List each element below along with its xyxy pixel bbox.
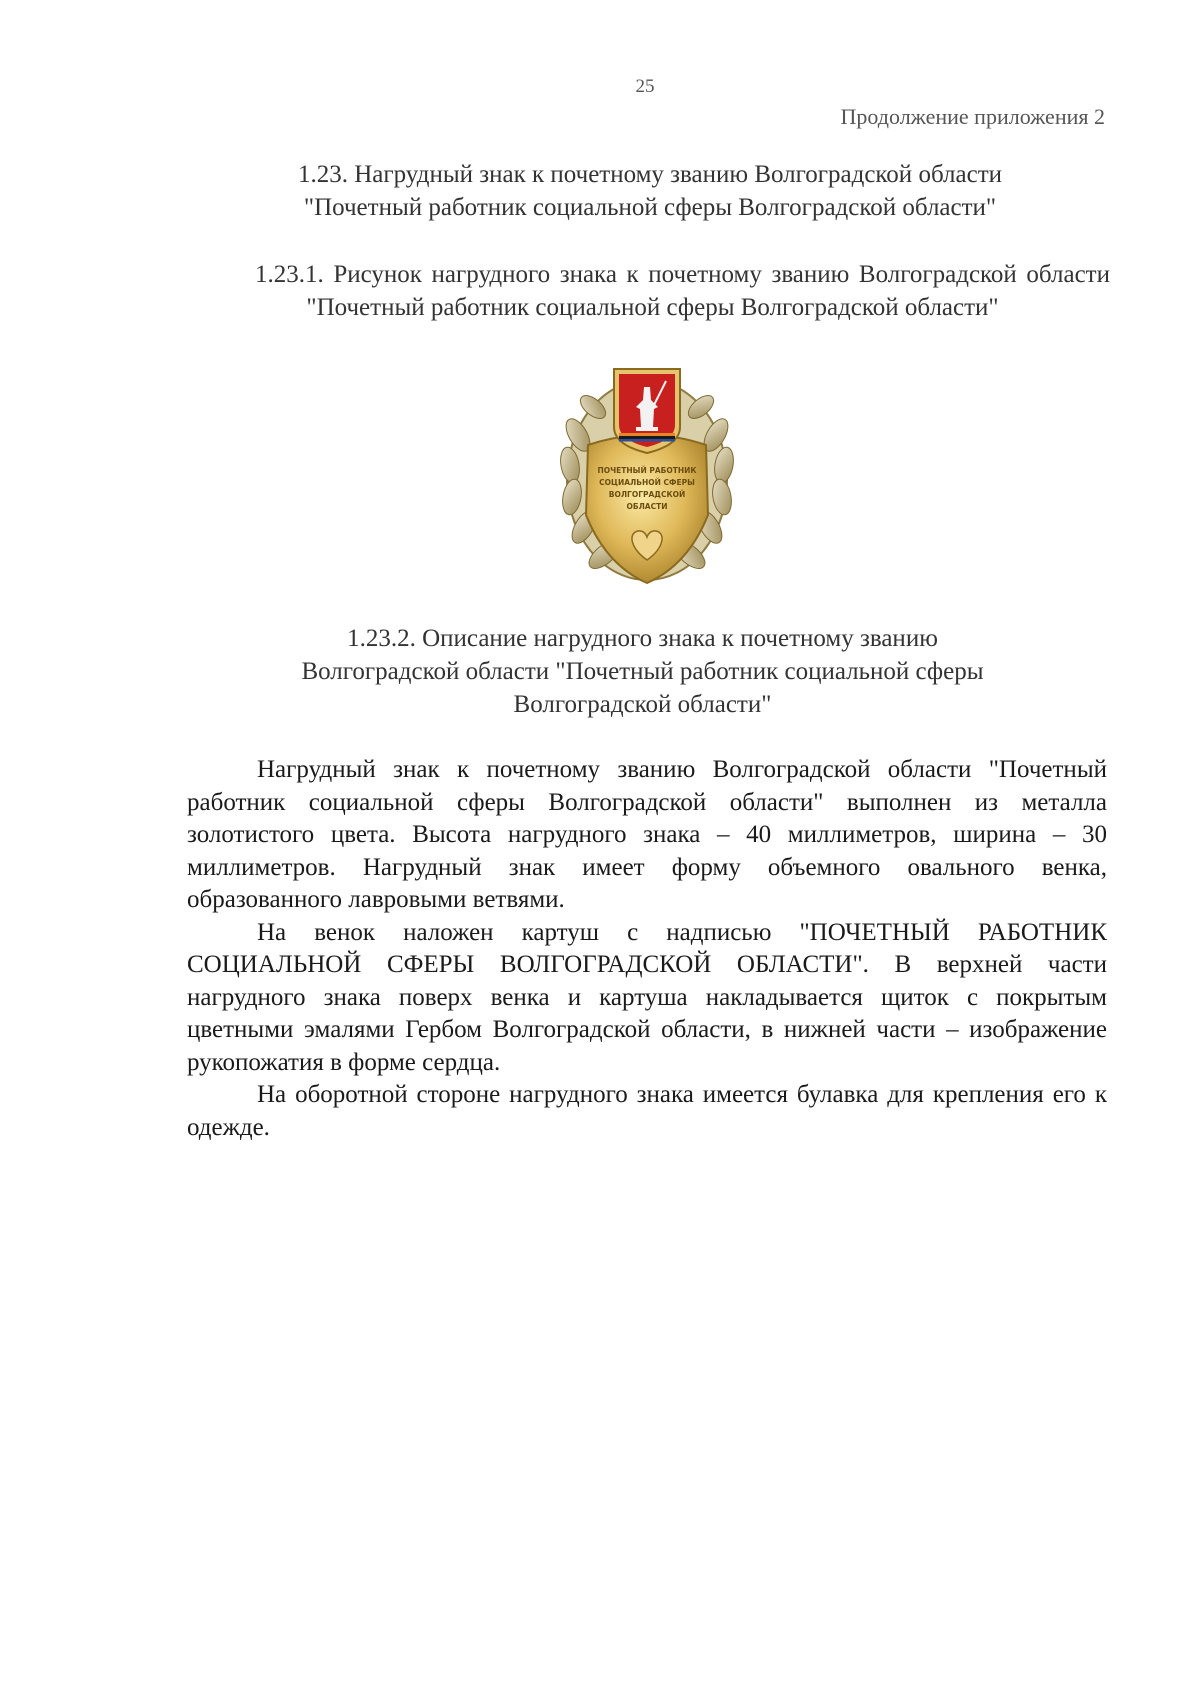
description-paragraph: На венок наложен картуш с надписью "ПОЧЕТНЫЙ РАБОТНИК СОЦИАЛЬНОЙ СФЕРЫ ВОЛГОГРАДСКОЙ ОБЛАСТИ". В верхней части нагрудного знака поверх венка и картуша накладывается щиток с покрытым цветными эмалями Гербом Волгоградской области, в нижней части – изображение рукопожатия в форме сердца. [187, 918, 1107, 1076]
description-title [245, 622, 1040, 721]
description-paragraph: На оборотной стороне нагрудного знака имеется булавка для крепления его к одежде. [187, 1081, 1107, 1141]
badge-inscription-line: ПОЧЕТНЫЙ РАБОТНИК [597, 466, 697, 475]
description-paragraph: Нагрудный знак к почетному званию Волгоградской области "Почетный работник социальной сферы Волгоградской области" выполнен из металла золотистого цвета. Высота нагрудного знака – 40 миллиметров, ширина – 30 миллиметров. Нагрудный знак имеет форму объемного овального венка, образованного лавровыми ветвями. [187, 756, 1107, 913]
badge-inscription-line: ВОЛГОГРАДСКОЙ [608, 490, 686, 499]
appendix-continuation-label: Продолжение приложения 2 [840, 104, 1105, 129]
figure-title: 1.23.1. Рисунок нагрудного знака к почетному званию Волгоградской области "Почетный работник социальной сферы Волгоградской области" [255, 261, 1110, 321]
description-title-line: Волгоградской области" [513, 691, 772, 718]
description-body [187, 754, 1107, 1144]
section-title-line: 1.23. Нагрудный знак к почетному званию Волгоградской области [297, 161, 1003, 188]
section-title [185, 158, 1115, 224]
page-number: 25 [635, 76, 655, 97]
badge-inscription-line: ОБЛАСТИ [626, 502, 668, 511]
description-title-line: 1.23.2. Описание нагрудного знака к почетному званию [347, 625, 938, 652]
badge-image [558, 365, 736, 590]
coat-of-arms-shield [614, 369, 680, 453]
section-title-line: "Почетный работник социальной сферы Волгоградской области" [303, 194, 997, 221]
badge-inscription-line: СОЦИАЛЬНОЙ СФЕРЫ [599, 478, 695, 487]
description-title-line: Волгоградской области "Почетный работник социальной сферы [301, 658, 984, 685]
